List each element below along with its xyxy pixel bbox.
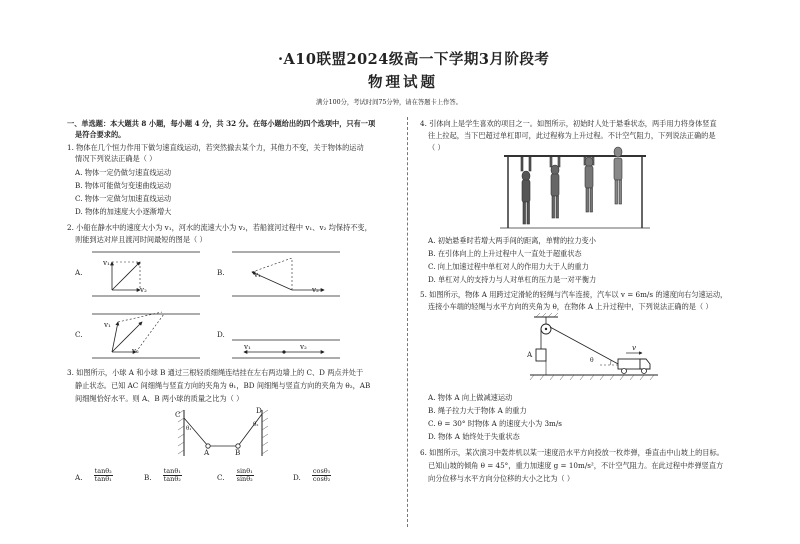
- q3-option-c-label: C.: [217, 473, 225, 482]
- q3-option-d: [293, 465, 331, 484]
- q4-option-d: D. 单杠对人的支持力与人对单杠的压力是一对平衡力: [428, 275, 597, 284]
- q1-stem-cont: 情况下列说法正确是（ ）: [75, 154, 157, 163]
- q4-option-c: C. 向上加速过程中单杠对人的作用力大于人的重力: [428, 262, 589, 271]
- q5-stem-cont: 连接小车端的轻绳与水平方向的夹角为 θ，在物体 A 上升过程中，下列说法正确的是（ ）: [428, 302, 713, 311]
- q1-option-c: C. 物体一定做匀加速直线运动: [75, 194, 172, 203]
- q2-stem-cont: 则能到达对岸且渡河时间最短的图是（ ）: [75, 235, 207, 244]
- q6-stem: 6. 如图所示，某次演习中轰炸机以某一速度沿水平方向投放一枚炸弹，垂直击中山坡上的目标。: [420, 448, 724, 457]
- q5-fig-v: v: [632, 343, 637, 352]
- q4-stem-cont2: （ ）: [428, 143, 445, 152]
- q4-option-a: A. 初始悬垂时若增大两手间的距离，单臂的拉力变小: [428, 236, 596, 245]
- q3-stem: 3. 如图所示，小球 A 和小球 B 通过三根轻质细绳连结挂在左右两边墙上的 C、D 两点并处于: [67, 368, 364, 377]
- q6-stem-cont2: 向分位移与水平方向分位移的大小之比为（ ）: [428, 474, 575, 483]
- column-divider: [407, 117, 408, 527]
- q3-stem-cont1: 静止状态。已知 AC 间细绳与竖直方向的夹角为 θ₁，BD 间细绳与竖直方向的夹角为 θ₂，AB: [75, 381, 371, 390]
- q1-option-b: B. 物体可能做匀变速曲线运动: [75, 181, 172, 190]
- q3-option-d-den: cosθ₂: [312, 475, 331, 483]
- q5-fig-theta: θ: [590, 357, 594, 364]
- q3-fig-d: D: [256, 406, 262, 415]
- section-heading-line1: 一、单选题：本大题共 8 小题，每小题 4 分，共 32 分。在每小题给出的四个选项中，只有一项: [67, 119, 376, 128]
- q4-pullup-figure: [500, 150, 650, 230]
- q2-a-v1: v₁: [103, 258, 110, 267]
- q5-pulley-figure: [530, 313, 660, 383]
- exam-title: ·A10联盟2024级高一下学期3月阶段考: [278, 51, 550, 68]
- q3-option-b: [144, 465, 182, 484]
- q2-a-v2: v₂: [140, 285, 147, 294]
- q5-option-c: C. θ = 30° 时物体 A 的速度大小为 3m/s: [428, 419, 562, 428]
- q5-option-a: A. 物体 A 向上做减速运动: [428, 393, 513, 402]
- q3-fig-b: B: [235, 448, 241, 457]
- q3-option-a: [75, 465, 113, 484]
- q3-fig-c: C: [175, 410, 181, 419]
- q3-option-b-den: tanθ₂: [163, 475, 181, 483]
- q3-stem-cont2: 间细绳恰好水平。则 A、B 两小球的质量之比为（ ）: [75, 394, 244, 403]
- exam-subtitle: 物理试题: [368, 74, 438, 91]
- q3-option-a-label: A.: [75, 473, 83, 482]
- exam-note: 满分100分，考试时间75分钟，请在答题卡上作答。: [316, 99, 462, 106]
- q2-label-a: A.: [75, 268, 83, 277]
- q2-b-v2: v₂: [312, 285, 319, 294]
- q5-option-b: B. 绳子拉力大于物体 A 的重力: [428, 406, 527, 415]
- q3-fig-theta1: θ₁: [186, 426, 192, 432]
- q2-stem: 2. 小船在静水中的速度大小为 v₁，河水的流速大小为 v₂，若船渡河过程中 v₁、v₂ 均保持不变，: [67, 223, 372, 232]
- q3-fig-theta2: θ₂: [253, 422, 259, 428]
- q3-option-b-num: tanθ₁: [163, 467, 181, 475]
- q2-label-b: B.: [217, 268, 225, 277]
- q5-option-d: D. 物体 A 始终处于失重状态: [428, 432, 520, 441]
- q1-option-a: A. 物体一定仍做匀速直线运动: [75, 168, 172, 177]
- q3-fig-a: A: [204, 448, 210, 457]
- q3-option-a-num: tanθ₂: [94, 467, 112, 475]
- q5-stem: 5. 如图所示，物体 A 用跨过定滑轮的轻绳与汽车连接，汽车以 v = 6m/s 的速度向右匀速运动，: [420, 290, 728, 299]
- section-heading-line2: 是符合要求的。: [75, 130, 126, 139]
- q4-stem: 4. 引体向上是学生喜欢的项目之一。如图所示，初始时人处于悬垂状态，两手用力将身体竖直: [420, 119, 717, 128]
- q2-figure-b: [232, 250, 342, 300]
- q3-option-d-num: cosθ₁: [312, 467, 331, 475]
- q2-label-d: D.: [217, 330, 225, 339]
- q2-b-v1: v₁: [254, 270, 261, 279]
- q2-d-v1: v₁: [244, 342, 251, 351]
- q2-c-v1: v₁: [104, 320, 111, 329]
- q3-option-a-den: tanθ₁: [94, 475, 112, 483]
- q3-option-c-den: sinθ₂: [236, 475, 253, 483]
- q3-option-d-label: D.: [293, 473, 301, 482]
- q4-option-b: B. 在引体向上的上升过程中人一直处于超重状态: [428, 249, 582, 258]
- q2-d-v2: v₂: [300, 342, 307, 351]
- q2-c-v2: v₂: [132, 346, 139, 355]
- q3-option-c: [217, 465, 254, 484]
- q6-stem-cont1: 已知山坡的倾角 θ = 45°，重力加速度 g = 10m/s²，不计空气阻力。在此过程中炸弹竖直方: [428, 461, 724, 470]
- q3-option-b-label: B.: [144, 473, 152, 482]
- q1-stem: 1. 物体在几个恒力作用下做匀速直线运动，若突然撤去某个力，其他力不变，关于物体的运动: [67, 143, 364, 152]
- q3-option-c-num: sinθ₁: [236, 467, 253, 475]
- q2-label-c: C.: [75, 330, 83, 339]
- q4-stem-cont1: 往上拉起，当下巴超过单杠即可，此过程称为上升过程。不计空气阻力，下列说法正确的是: [428, 131, 716, 140]
- q5-fig-a: A: [527, 350, 533, 359]
- q1-option-d: D. 物体的加速度大小逐渐增大: [75, 207, 172, 216]
